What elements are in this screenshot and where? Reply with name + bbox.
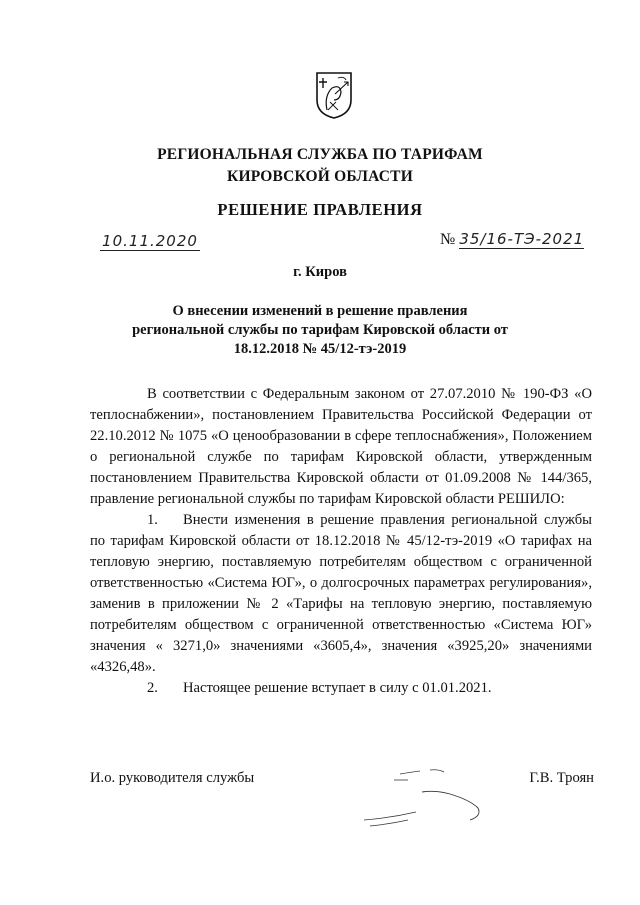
subject-line-1: О внесении изменений в решение правления [172, 303, 468, 319]
organization-line-1: РЕГИОНАЛЬНАЯ СЛУЖБА ПО ТАРИФАМ [157, 146, 483, 163]
number-sign: № [440, 231, 456, 248]
document-number-value: 35/16-ТЭ-2021 [459, 230, 585, 248]
document-date: 10.11.2020 [100, 232, 200, 251]
organization-line-2: КИРОВСКОЙ ОБЛАСТИ [227, 168, 413, 185]
item-number: 1. [147, 512, 158, 528]
document-subject [120, 302, 520, 359]
decision-item-1 [90, 510, 592, 678]
signer-role: И.о. руководителя службы [90, 770, 255, 786]
document-type: РЕШЕНИЕ ПРАВЛЕНИЯ [217, 200, 423, 219]
document-body [90, 384, 592, 699]
decision-item-2 [90, 678, 592, 699]
subject-line-2: региональной службы по тарифам Кировской области от [132, 322, 508, 338]
subject-line-3: 18.12.2018 № 45/12-тэ-2019 [233, 341, 407, 357]
item-number: 2. [147, 680, 158, 696]
item-text: Внести изменения в решение правления региональной службы по тарифам Кировской области от 18.12.2018 № 45/12-тэ-2019 «О тарифах на тепловую энергию, поставляемую потребителям обществом с ограниченной ответственностью «Система ЮГ», о долгосрочных параметрах регулирования», заменив в приложении № 2 «Тарифы на тепловую энергию, поставляемую потребителям обществом с ограниченной ответственностью «Система ЮГ» значения « 3271,0» значениями «3605,4», значения «3925,20» значениями «4326,48». [90, 512, 592, 675]
document-number [440, 230, 584, 249]
preamble-paragraph: В соответствии с Федеральным законом от 27.07.2010 № 190-ФЗ «О теплоснабжении», постановлением Правительства Российской Федерации от 22.10.2012 № 1075 «О ценообразовании в сфере теплоснабжения», Положением о региональной службе по тарифам Кировской области, утвержденным постановлением Правительства Кировской области от 01.09.2008 № 144/365, правление региональной службы по тарифам Кировской области РЕШИЛО: [90, 386, 592, 507]
coat-of-arms-icon [314, 70, 354, 120]
city: г. Киров [293, 264, 347, 280]
item-text: Настоящее решение вступает в силу с 01.01.2021. [183, 680, 492, 696]
handwritten-signature [360, 768, 490, 828]
organization-name [0, 144, 640, 188]
signer-name: Г.В. Троян [529, 770, 594, 786]
